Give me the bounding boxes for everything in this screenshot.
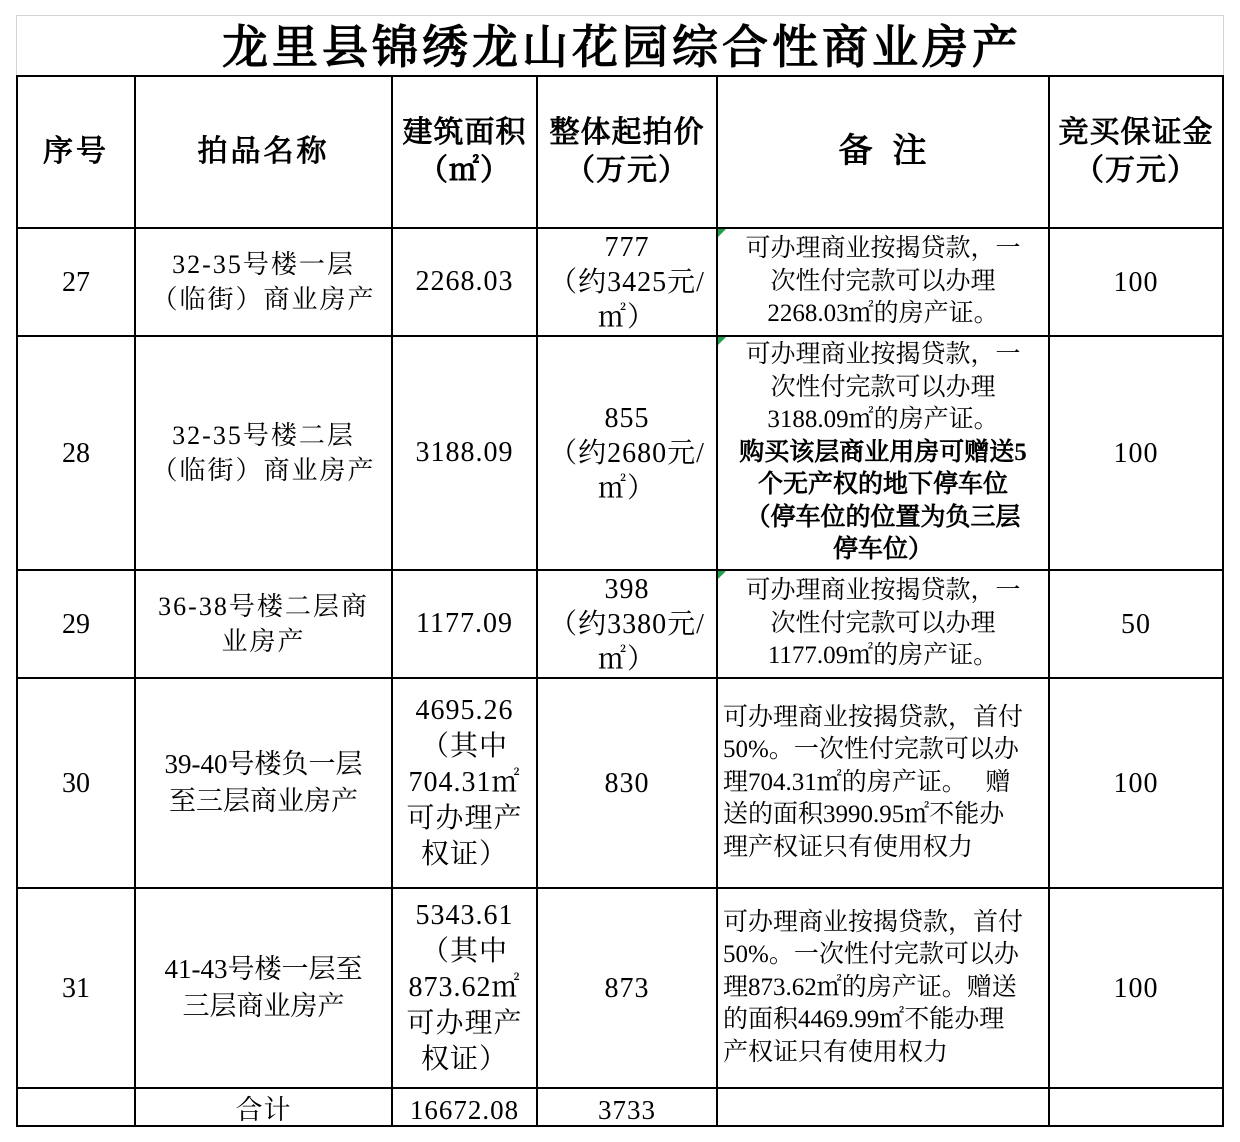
remarks-bold-text: 购买该层商业用房可赠送5 个无产权的地下停车位 （停车位的位置为负三层 停车位） — [739, 438, 1027, 564]
sheet-title: 龙里县锦绣龙山花园综合性商业房产 — [16, 15, 1224, 76]
total-label: 合计 — [136, 1089, 391, 1125]
cell-empty — [1050, 1089, 1222, 1125]
total-start-price: 3733 — [538, 1089, 716, 1125]
header-remarks: 备 注 — [718, 77, 1048, 227]
auction-table — [16, 75, 1224, 1127]
total-area: 16672.08 — [393, 1089, 536, 1125]
cell-deposit: 100 — [1050, 889, 1222, 1087]
cell-index: 27 — [18, 229, 134, 335]
cell-area: 3188.09 — [393, 337, 536, 569]
cell-deposit: 50 — [1050, 571, 1222, 677]
cell-item-name: 36-38号楼二层商 业房产 — [136, 571, 391, 677]
cell-start-price: 873 — [538, 889, 716, 1087]
header-index: 序号 — [18, 77, 134, 227]
cell-area: 5343.61 （其中 873.62㎡ 可办理产 权证） — [393, 889, 536, 1087]
remarks-text: 可办理商业按揭贷款，首付 50%。一次性付完款可以办 理873.62㎡的房产证。赠送 的面积4469.99㎡不能办理 产权证只有使用权力 — [723, 908, 1024, 1066]
cell-remarks — [718, 337, 1048, 569]
cell-index: 28 — [18, 337, 134, 569]
cell-start-price: 777 （约3425元/ ㎡） — [538, 229, 716, 335]
cell-item-name: 32-35号楼二层 （临街）商业房产 — [136, 337, 391, 569]
green-triangle-indicator-icon — [718, 571, 726, 579]
cell-deposit: 100 — [1050, 679, 1222, 887]
cell-remarks — [718, 889, 1048, 1087]
cell-start-price: 830 — [538, 679, 716, 887]
cell-index: 29 — [18, 571, 134, 677]
cell-empty — [18, 1089, 134, 1125]
remarks-text: 可办理商业按揭贷款，一 次性付完款可以办理 3188.09㎡的房产证。 — [745, 341, 1021, 434]
cell-remarks — [718, 571, 1048, 677]
cell-item-name: 32-35号楼一层 （临街）商业房产 — [136, 229, 391, 335]
cell-area: 1177.09 — [393, 571, 536, 677]
cell-item-name: 39-40号楼负一层 至三层商业房产 — [136, 679, 391, 887]
cell-area: 4695.26 （其中 704.31㎡ 可办理产 权证） — [393, 679, 536, 887]
cell-start-price: 855 （约2680元/ ㎡） — [538, 337, 716, 569]
header-start-price: 整体起拍价 （万元） — [538, 77, 716, 227]
remarks-text: 可办理商业按揭贷款，首付 50%。一次性付完款可以办 理704.31㎡的房产证。 赠 送的面积3990.95㎡不能办 理产权证只有使用权力 — [723, 703, 1024, 861]
header-area: 建筑面积 （㎡） — [393, 77, 536, 227]
cell-deposit: 100 — [1050, 229, 1222, 335]
cell-remarks — [718, 679, 1048, 887]
cell-deposit: 100 — [1050, 337, 1222, 569]
cell-start-price: 398 （约3380元/ ㎡） — [538, 571, 716, 677]
cell-index: 31 — [18, 889, 134, 1087]
cell-area: 2268.03 — [393, 229, 536, 335]
cell-remarks — [718, 229, 1048, 335]
green-triangle-indicator-icon — [718, 337, 726, 345]
cell-empty — [718, 1089, 1048, 1125]
remarks-text: 可办理商业按揭贷款，一 次性付完款可以办理 1177.09㎡的房产证。 — [745, 577, 1021, 670]
remarks-text: 可办理商业按揭贷款，一 次性付完款可以办理 2268.03㎡的房产证。 — [745, 235, 1021, 328]
header-deposit: 竞买保证金 （万元） — [1050, 77, 1222, 227]
cell-index: 30 — [18, 679, 134, 887]
header-item-name: 拍品名称 — [136, 77, 391, 227]
green-triangle-indicator-icon — [718, 229, 726, 237]
cell-item-name: 41-43号楼一层至 三层商业房产 — [136, 889, 391, 1087]
